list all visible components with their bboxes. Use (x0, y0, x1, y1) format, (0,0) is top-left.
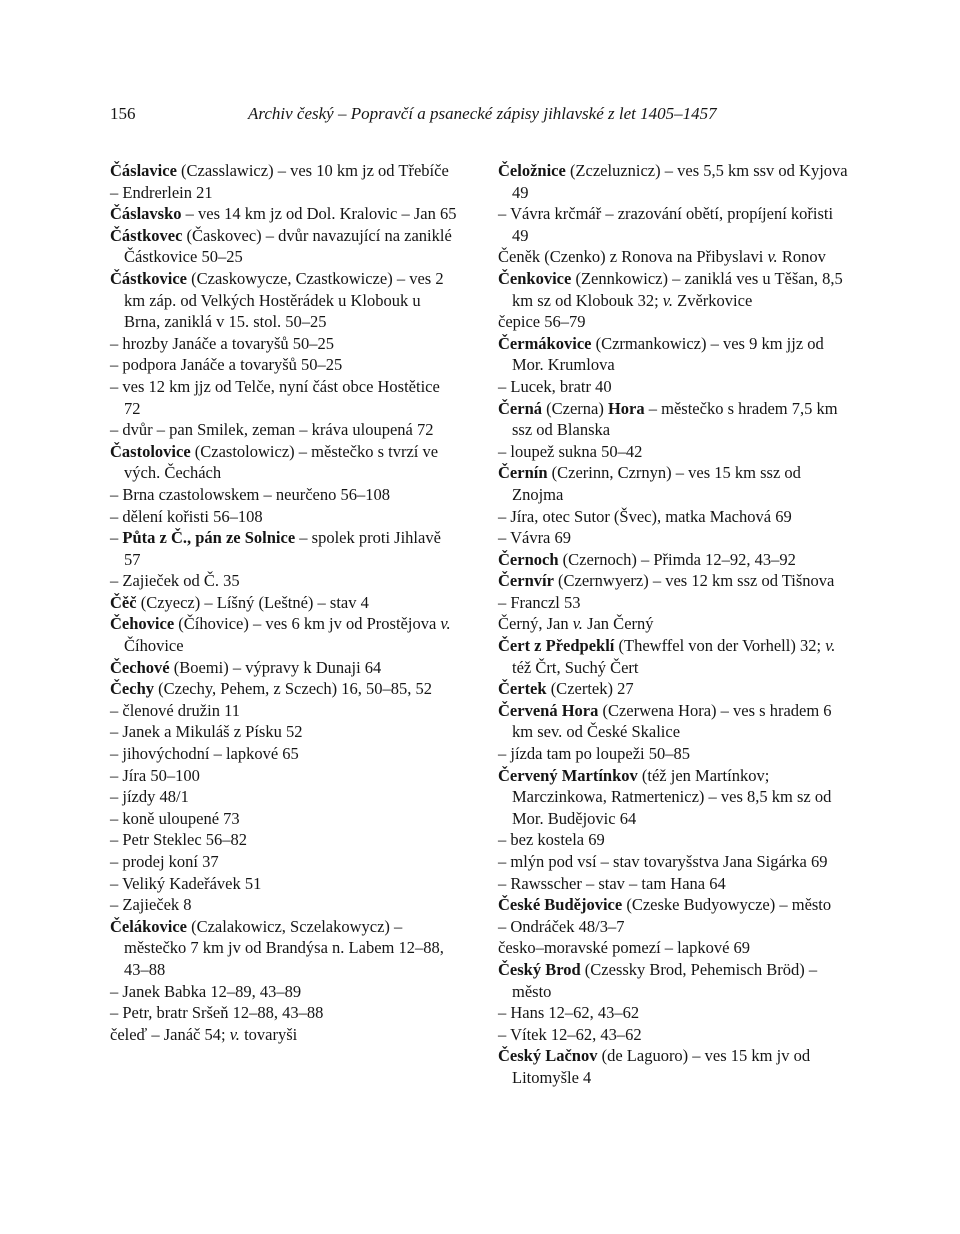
entry-text: – Vávra krčmář – zrazování obětí, propíjení kořisti 49 (498, 204, 834, 245)
entry-text: čepice 56–79 (498, 312, 586, 332)
index-entry (110, 829, 460, 851)
index-entry (498, 916, 848, 938)
entry-text: (Thewffel von der Vorhell) 32; (614, 636, 826, 656)
entry-text: – hrozby Janáče a tovaryšů 50–25 (110, 333, 335, 353)
index-entry (498, 549, 848, 571)
entry-headword: Hora (607, 398, 645, 418)
entry-text: (Czessky Brod, Pehemisch Bröd) – město (512, 959, 818, 1001)
entry-text: – Veliký Kadeřávek 51 (110, 873, 262, 893)
entry-text: (Czasslawicz) – ves 10 km jz od Třebíče (176, 161, 449, 180)
entry-headword: Čeložnice (498, 161, 566, 180)
index-entry (498, 570, 848, 592)
entry-text: česko–moravské pomezí – lapkové 69 (498, 938, 751, 958)
entry-text: (Czrmankowicz) – ves 9 km jjz od Mor. Krumlova (512, 333, 824, 375)
index-entry (498, 376, 848, 398)
index-entry (498, 1045, 848, 1088)
index-entry (110, 182, 460, 204)
entry-headword: Častolovice (110, 441, 191, 461)
entry-text: – bez kostela 69 (498, 830, 605, 850)
index-entry (110, 916, 460, 981)
entry-text: Čeněk (Czenko) z Ronova na Přibyslavi (498, 247, 768, 267)
index-entry (110, 613, 460, 656)
entry-text: (Czechy, Pehem, z Sczech) 16, 50–85, 52 (154, 679, 432, 699)
entry-text: (Czerwena Hora) – ves s hradem 6 km sev. od České Skalice (512, 700, 832, 742)
entry-reference-mark: v. (767, 247, 778, 267)
entry-text: – členové družin 11 (110, 700, 240, 720)
index-entry (110, 678, 460, 700)
index-entry (498, 829, 848, 851)
running-header (110, 104, 850, 130)
entry-text: – Endrerlein 21 (110, 182, 213, 202)
entry-headword: Červená Hora (498, 700, 599, 720)
entry-text: – Lucek, bratr 40 (498, 376, 612, 396)
entry-text: též Črt, Suchý Čert (512, 657, 639, 677)
entry-headword: Čenkovice (498, 268, 572, 288)
index-entry (110, 765, 460, 787)
index-entry (498, 527, 848, 549)
entry-text: – Vávra 69 (498, 528, 572, 548)
entry-text: (Zczeluznicz) – ves 5,5 km ssv od Kyjova 49 (512, 161, 848, 202)
entry-text: – Janek Babka 12–89, 43–89 (110, 981, 302, 1001)
entry-text: – jízdy 48/1 (110, 787, 189, 807)
index-entry (498, 873, 848, 895)
index-entry (110, 1002, 460, 1024)
entry-text: – Brna czastolowskem – neurčeno 56–108 (110, 484, 390, 504)
index-entry (498, 462, 848, 505)
entry-text: (Czerna) (542, 398, 608, 418)
index-entry (110, 700, 460, 722)
index-entry (110, 225, 460, 268)
entry-headword: Částkovec (110, 225, 183, 245)
index-entry (110, 873, 460, 895)
entry-text: (Czyecz) – Líšný (Leštné) – stav 4 (136, 592, 369, 612)
entry-text: – Franczl 53 (498, 592, 581, 612)
index-entry (498, 1024, 848, 1046)
running-title: Archiv český – Popravčí a psanecké zápisy jihlavské z let 1405–1457 (248, 104, 717, 123)
index-entry (110, 743, 460, 765)
entry-text: – ves 12 km jjz od Telče, nyní část obce Hostětice 72 (110, 376, 440, 418)
index-entry (498, 959, 848, 1002)
index-entry (110, 808, 460, 830)
entry-text: Zvěrkovice (673, 290, 753, 310)
entry-text: (Boemi) – výpravy k Dunaji 64 (169, 657, 382, 677)
index-entry (498, 160, 848, 203)
page-number: 156 (110, 104, 136, 123)
entry-text: – jízda tam po loupeži 50–85 (498, 744, 690, 764)
entry-headword: Černvír (498, 571, 554, 591)
index-entry (498, 765, 848, 830)
index-entry (110, 160, 460, 182)
entry-headword: Černá (498, 398, 542, 418)
entry-text: – Jíra 50–100 (110, 765, 200, 785)
entry-text: – Hans 12–62, 43–62 (498, 1003, 640, 1023)
index-entry (498, 246, 848, 268)
entry-reference-mark: v. (229, 1024, 240, 1044)
entry-text: (de Laguoro) – ves 15 km jv od Litomyšle 4 (512, 1046, 811, 1087)
index-column-right (498, 160, 848, 1089)
index-entry (498, 937, 848, 959)
index-entry (498, 851, 848, 873)
index-entry (498, 743, 848, 765)
entry-text: – podpora Janáče a tovaryšů 50–25 (110, 355, 343, 375)
entry-text: – dělení kořisti 56–108 (110, 506, 263, 526)
entry-text: (Czastolowicz) – městečko s tvrzí ve vých. Čechách (124, 441, 439, 483)
entry-text: Číhovice (124, 636, 184, 656)
entry-text: (Czernwyerz) – ves 12 km ssz od Tišnova (553, 571, 835, 591)
index-entry (498, 635, 848, 678)
index-entry (110, 419, 460, 441)
index-entry (498, 506, 848, 528)
entry-text: (Czaskowycze, Czastkowicze) – ves 2 km záp. od Velkých Hostěrádek u Klobouk u Brna, zaniklá v 15. stol. 50–25 (124, 268, 444, 332)
index-entry (110, 592, 460, 614)
entry-text: (Časkovec) – dvůr navazující na zaniklé Částkovice 50–25 (124, 225, 452, 267)
index-entry (110, 333, 460, 355)
index-entry (110, 894, 460, 916)
index-entry (110, 376, 460, 419)
index-entry (110, 657, 460, 679)
index-entry (110, 786, 460, 808)
index-entry (498, 592, 848, 614)
entry-text: – Janek a Mikuláš z Písku 52 (110, 722, 303, 742)
index-entry (498, 613, 848, 635)
entry-text: – městečko s hradem 7,5 km ssz od Blanska (512, 398, 838, 440)
entry-text: – koně uloupené 73 (110, 808, 240, 828)
entry-text: (Czernoch) – Přimda 12–92, 43–92 (558, 549, 796, 569)
index-entry (110, 484, 460, 506)
entry-text: – Zajieček 8 (110, 895, 192, 915)
entry-headword: Černoch (498, 549, 559, 569)
entry-text: – loupež sukna 50–42 (498, 441, 643, 461)
entry-text: – Petr, bratr Sršeň 12–88, 43–88 (110, 1003, 324, 1023)
entry-reference-mark: v. (662, 290, 674, 310)
entry-headword: Čěč (110, 592, 137, 612)
index-entry (110, 354, 460, 376)
entry-text: Ronov (777, 247, 826, 267)
entry-text: – mlýn pod vsí – stav tovaryšstva Jana Sigárka 69 (498, 852, 828, 871)
entry-text: – Petr Steklec 56–82 (110, 830, 248, 850)
index-entry (110, 527, 460, 570)
index-entry (498, 678, 848, 700)
entry-headword: Čehovice (110, 614, 175, 634)
entry-text: – spolek proti Jihlavě 57 (124, 528, 441, 569)
entry-reference-mark: v. (572, 614, 583, 634)
entry-text: – ves 14 km jz od Dol. Kralovic – Jan 65 (181, 204, 457, 224)
entry-headword: Červený Martínkov (498, 765, 638, 785)
entry-headword: Půta z Č., pán ze Solnice (122, 528, 296, 548)
entry-text: (Czerinn, Czrnyn) – ves 15 km ssz od Znojma (512, 463, 801, 504)
index-entry (110, 268, 460, 333)
entry-text: tovaryši (239, 1024, 298, 1044)
entry-text: (Číhovice) – ves 6 km jv od Prostějova (174, 614, 441, 634)
entry-headword: Částkovice (110, 268, 187, 288)
entry-text: – prodej koní 37 (110, 852, 219, 871)
entry-text: (též jen Martínkov; Marczinkowa, Ratmertenicz) – ves 8,5 km sz od Mor. Budějovic 64 (512, 765, 832, 828)
index-entry (110, 506, 460, 528)
entry-text: – dvůr – pan Smilek, zeman – kráva uloupená 72 (110, 420, 434, 440)
entry-text: – Jíra, otec Sutor (Švec), matka Machová 69 (498, 506, 792, 526)
index-entry (498, 441, 848, 463)
index-entry (110, 203, 460, 225)
index-entry (498, 398, 848, 441)
index-column-left (110, 160, 460, 1045)
entry-text: – Zajieček od Č. 35 (110, 571, 240, 591)
entry-headword: Čermákovice (498, 333, 592, 353)
index-entry (498, 700, 848, 743)
index-entry (110, 1024, 460, 1046)
entry-text: Jan Černý (582, 614, 654, 634)
entry-text: – (110, 528, 123, 548)
index-entry (498, 268, 848, 311)
entry-headword: Český Lačnov (498, 1046, 598, 1066)
entry-headword: Čáslavsko (110, 204, 182, 224)
index-entry (110, 721, 460, 743)
entry-headword: Černín (498, 463, 548, 483)
entry-headword: České Budějovice (498, 895, 623, 915)
index-entry (110, 441, 460, 484)
index-entry (110, 981, 460, 1003)
entry-headword: Čelákovice (110, 916, 187, 936)
entry-text: (Czertek) 27 (546, 679, 634, 699)
entry-text: – jihovýchodní – lapkové 65 (110, 744, 299, 764)
entry-reference-mark: v. (440, 614, 451, 634)
index-entry (498, 311, 848, 333)
entry-text: (Zennkowicz) – zaniklá ves u Těšan, 8,5 km sz od Klobouk 32; (512, 268, 843, 310)
entry-reference-mark: v. (825, 636, 836, 656)
index-entry (498, 333, 848, 376)
index-entry (110, 851, 460, 873)
entry-headword: Český Brod (498, 959, 581, 979)
entry-text: – Rawsscher – stav – tam Hana 64 (498, 873, 726, 893)
entry-headword: Čert z Předpeklí (498, 636, 615, 656)
entry-text: – Ondráček 48/3–7 (498, 916, 625, 936)
entry-text: Černý, Jan (498, 614, 573, 634)
index-entry (498, 1002, 848, 1024)
entry-text: (Czeske Budyowycze) – město (622, 895, 832, 915)
entry-headword: Čáslavice (110, 161, 177, 180)
entry-headword: Čertek (498, 679, 547, 699)
entry-text: čeleď – Janáč 54; (110, 1024, 230, 1044)
entry-text: (Czalakowicz, Sczelakowycz) – městečko 7 km jv od Brandýsa n. Labem 12–88, 43–88 (124, 916, 444, 979)
entry-text: – Vítek 12–62, 43–62 (498, 1024, 642, 1044)
index-entry (498, 203, 848, 246)
entry-headword: Čechové (110, 657, 170, 677)
entry-headword: Čechy (110, 679, 154, 699)
index-entry (110, 570, 460, 592)
index-entry (498, 894, 848, 916)
